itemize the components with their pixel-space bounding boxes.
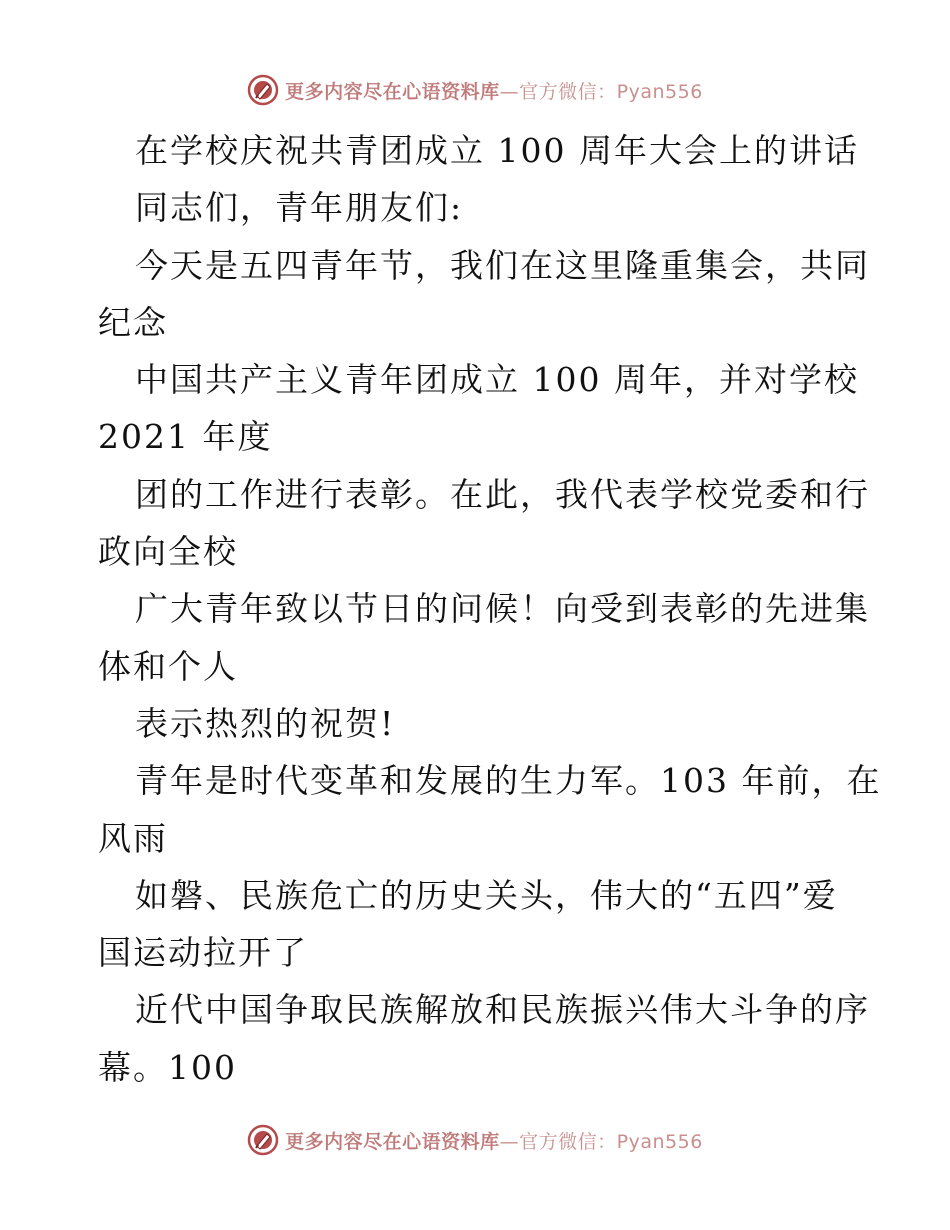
document-line: 如磐、民族危亡的历史关头，伟大的“五四”爱 [135,875,838,915]
document-line: 2021 年度 [98,417,273,457]
document-line: 国运动拉开了 [98,933,308,973]
document-line: 幕。100 [98,1047,237,1087]
seal-pen-icon [247,1124,279,1156]
watermark-main-text: 更多内容尽在心语资料库 [285,80,500,103]
document-line: 近代中国争取民族解放和民族振兴伟大斗争的序 [135,990,870,1030]
document-line: 纪念 [98,302,168,342]
document-line: 体和个人 [98,646,238,686]
footer-watermark [0,1120,950,1160]
document-line: 表示热烈的祝贺! [135,703,396,743]
document-line: 广大青年致以节日的问候！向受到表彰的先进集 [135,589,870,629]
header-watermark [0,70,950,110]
document-line: 团的工作进行表彰。在此，我代表学校党委和行 [135,474,870,514]
document-line: 政向全校 [98,532,238,572]
document-line: 在学校庆祝共青团成立 100 周年大会上的讲话 [135,131,859,170]
watermark-suffix-text: —官方微信：Pyan556 [499,1130,703,1153]
watermark-suffix-text: —官方微信：Pyan556 [499,80,703,103]
document-line: 今天是五四青年节，我们在这里隆重集会，共同 [135,245,870,285]
document-line: 青年是时代变革和发展的生力军。103 年前，在 [135,761,882,801]
document-line: 中国共产主义青年团成立 100 周年，并对学校 [135,360,859,400]
document-line: 风雨 [98,818,168,858]
document-body [98,122,882,1096]
seal-pen-icon [247,74,279,106]
document-line: 同志们，青年朋友们: [135,188,464,228]
watermark-main-text: 更多内容尽在心语资料库 [285,1130,500,1153]
